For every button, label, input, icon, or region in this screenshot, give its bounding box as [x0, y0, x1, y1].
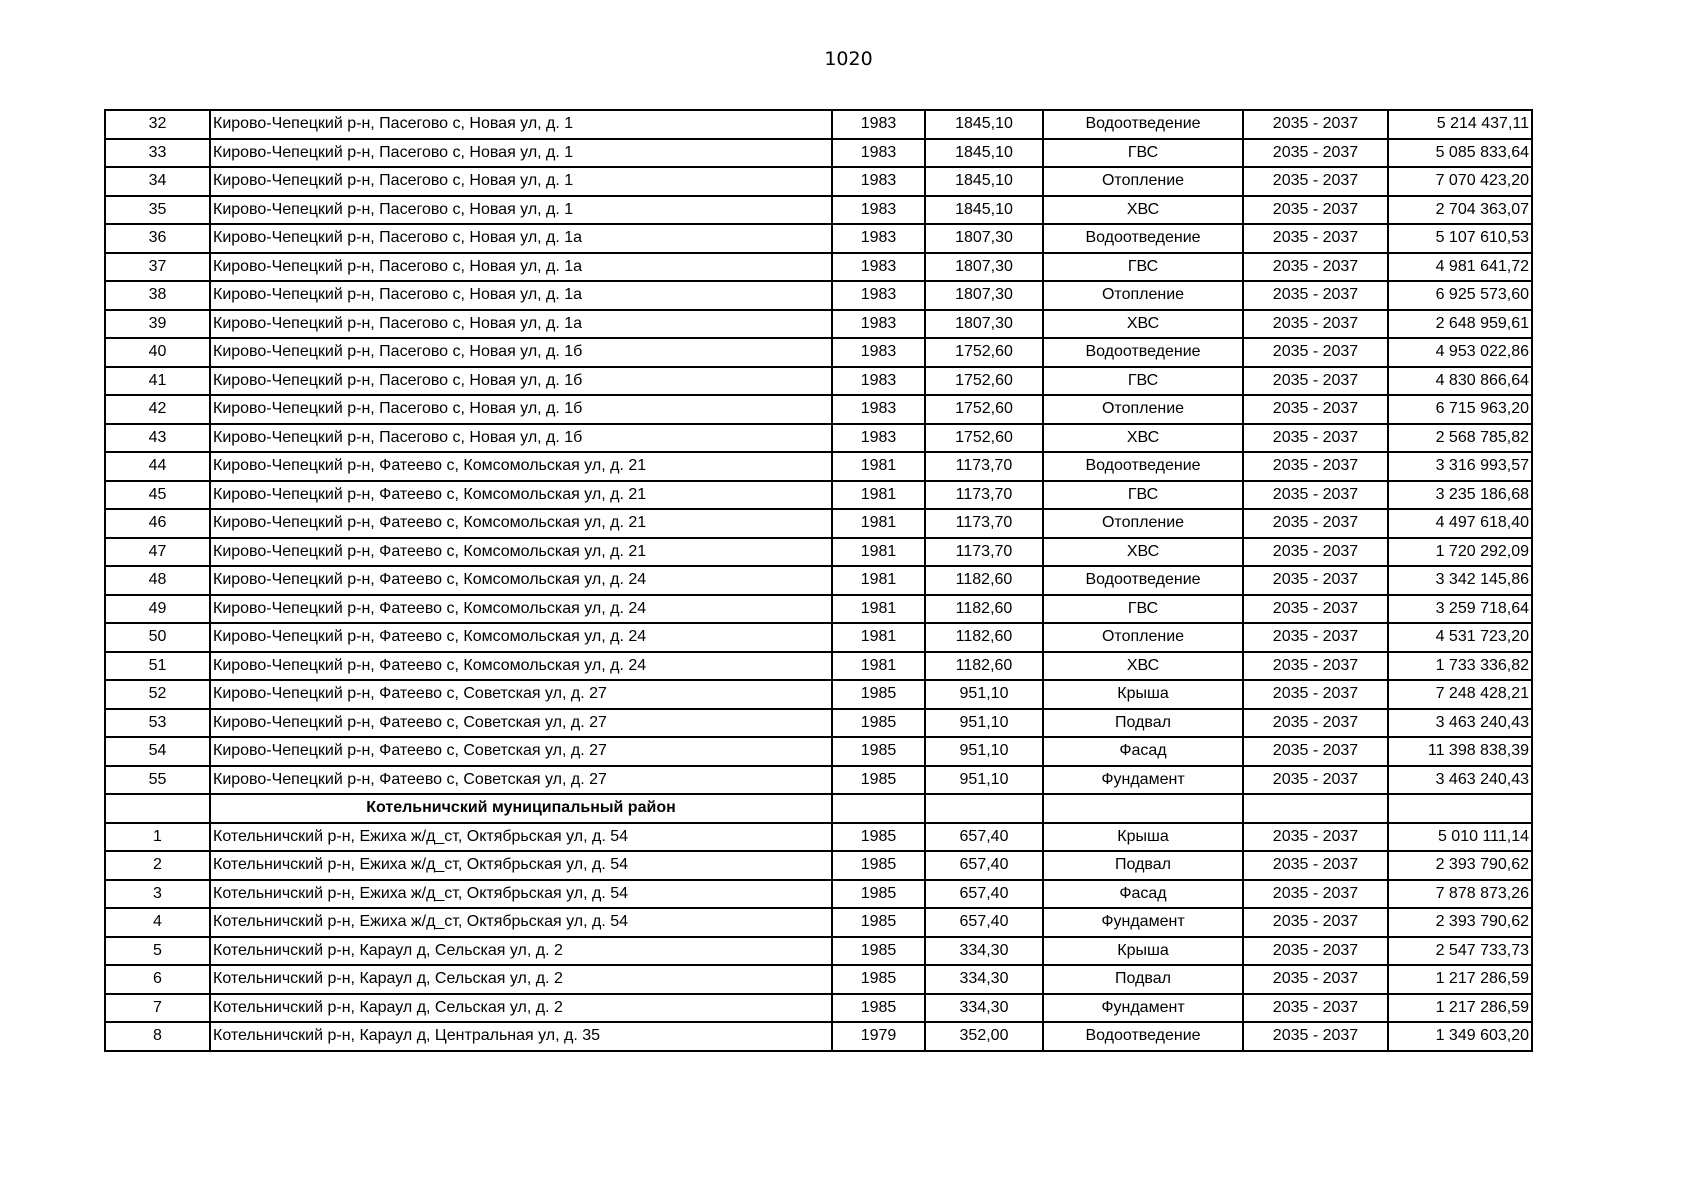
work-type-cell: Водоотведение [1043, 1022, 1243, 1051]
area-cell: 951,10 [925, 709, 1043, 738]
period-cell: 2035 - 2037 [1243, 395, 1388, 424]
row-number-cell: 38 [105, 281, 210, 310]
work-type-cell: Водоотведение [1043, 224, 1243, 253]
period-cell: 2035 - 2037 [1243, 452, 1388, 481]
area-cell: 1173,70 [925, 452, 1043, 481]
cost-cell: 2 648 959,61 [1388, 310, 1532, 339]
cost-cell: 11 398 838,39 [1388, 737, 1532, 766]
cost-cell: 2 393 790,62 [1388, 908, 1532, 937]
row-number-cell: 4 [105, 908, 210, 937]
address-cell: Кирово-Чепецкий р-н, Фатеево с, Советская ул, д. 27 [210, 680, 832, 709]
period-cell: 2035 - 2037 [1243, 880, 1388, 909]
row-number-cell: 47 [105, 538, 210, 567]
work-type-cell: Водоотведение [1043, 110, 1243, 139]
year-built-cell: 1985 [832, 823, 925, 852]
row-number-cell: 44 [105, 452, 210, 481]
period-cell: 2035 - 2037 [1243, 566, 1388, 595]
address-cell: Кирово-Чепецкий р-н, Фатеево с, Комсомольская ул, д. 21 [210, 538, 832, 567]
table-row [105, 1022, 1532, 1051]
year-built-cell: 1983 [832, 424, 925, 453]
cost-cell: 7 248 428,21 [1388, 680, 1532, 709]
period-cell: 2035 - 2037 [1243, 709, 1388, 738]
table-row [105, 538, 1532, 567]
work-type-cell: Отопление [1043, 509, 1243, 538]
area-cell: 334,30 [925, 994, 1043, 1023]
table-row [105, 424, 1532, 453]
row-number-cell: 3 [105, 880, 210, 909]
cost-cell: 3 463 240,43 [1388, 709, 1532, 738]
area-cell: 1752,60 [925, 395, 1043, 424]
area-cell: 1182,60 [925, 623, 1043, 652]
address-cell: Кирово-Чепецкий р-н, Пасегово с, Новая ул, д. 1а [210, 310, 832, 339]
year-built-cell: 1979 [832, 1022, 925, 1051]
table-row [105, 680, 1532, 709]
work-type-cell: Крыша [1043, 823, 1243, 852]
row-number-cell: 43 [105, 424, 210, 453]
address-cell: Кирово-Чепецкий р-н, Пасегово с, Новая ул, д. 1б [210, 338, 832, 367]
address-cell: Кирово-Чепецкий р-н, Пасегово с, Новая ул, д. 1б [210, 367, 832, 396]
year-built-cell: 1983 [832, 196, 925, 225]
cost-cell: 3 235 186,68 [1388, 481, 1532, 510]
table-row [105, 880, 1532, 909]
row-number-cell: 46 [105, 509, 210, 538]
row-number-cell: 37 [105, 253, 210, 282]
cost-cell: 4 953 022,86 [1388, 338, 1532, 367]
work-type-cell: Крыша [1043, 937, 1243, 966]
area-cell: 951,10 [925, 766, 1043, 795]
work-type-cell: ХВС [1043, 196, 1243, 225]
table-row [105, 509, 1532, 538]
year-built-cell: 1981 [832, 595, 925, 624]
area-cell: 1752,60 [925, 424, 1043, 453]
work-type-cell: ГВС [1043, 481, 1243, 510]
work-type-cell: ГВС [1043, 253, 1243, 282]
row-number-cell: 7 [105, 994, 210, 1023]
period-cell: 2035 - 2037 [1243, 509, 1388, 538]
area-cell: 657,40 [925, 851, 1043, 880]
row-number-cell: 2 [105, 851, 210, 880]
table-row [105, 965, 1532, 994]
empty-cell [105, 794, 210, 823]
year-built-cell: 1981 [832, 509, 925, 538]
cost-cell: 4 830 866,64 [1388, 367, 1532, 396]
address-cell: Кирово-Чепецкий р-н, Фатеево с, Советская ул, д. 27 [210, 709, 832, 738]
address-cell: Кирово-Чепецкий р-н, Фатеево с, Советская ул, д. 27 [210, 766, 832, 795]
row-number-cell: 55 [105, 766, 210, 795]
year-built-cell: 1985 [832, 709, 925, 738]
address-cell: Кирово-Чепецкий р-н, Пасегово с, Новая ул, д. 1а [210, 224, 832, 253]
table-row [105, 395, 1532, 424]
period-cell: 2035 - 2037 [1243, 424, 1388, 453]
cost-cell: 7 878 873,26 [1388, 880, 1532, 909]
row-number-cell: 39 [105, 310, 210, 339]
year-built-cell: 1985 [832, 937, 925, 966]
area-cell: 1845,10 [925, 167, 1043, 196]
address-cell: Кирово-Чепецкий р-н, Пасегово с, Новая ул, д. 1 [210, 110, 832, 139]
work-type-cell: ХВС [1043, 652, 1243, 681]
work-type-cell: ГВС [1043, 139, 1243, 168]
period-cell: 2035 - 2037 [1243, 623, 1388, 652]
area-cell: 1845,10 [925, 110, 1043, 139]
cost-cell: 1 217 286,59 [1388, 994, 1532, 1023]
row-number-cell: 33 [105, 139, 210, 168]
work-type-cell: Отопление [1043, 281, 1243, 310]
table-row [105, 253, 1532, 282]
period-cell: 2035 - 2037 [1243, 196, 1388, 225]
year-built-cell: 1983 [832, 395, 925, 424]
work-type-cell: Водоотведение [1043, 338, 1243, 367]
period-cell: 2035 - 2037 [1243, 224, 1388, 253]
address-cell: Кирово-Чепецкий р-н, Фатеево с, Комсомольская ул, д. 24 [210, 652, 832, 681]
address-cell: Кирово-Чепецкий р-н, Пасегово с, Новая ул, д. 1б [210, 395, 832, 424]
address-cell: Котельничский р-н, Ежиха ж/д_ст, Октябрьская ул, д. 54 [210, 823, 832, 852]
table-row [105, 737, 1532, 766]
work-type-cell: Фасад [1043, 737, 1243, 766]
table-row [105, 110, 1532, 139]
cost-cell: 1 733 336,82 [1388, 652, 1532, 681]
year-built-cell: 1985 [832, 737, 925, 766]
area-cell: 951,10 [925, 680, 1043, 709]
work-type-cell: Водоотведение [1043, 566, 1243, 595]
area-cell: 1807,30 [925, 310, 1043, 339]
cost-cell: 1 720 292,09 [1388, 538, 1532, 567]
year-built-cell: 1981 [832, 652, 925, 681]
period-cell: 2035 - 2037 [1243, 937, 1388, 966]
cost-cell: 4 981 641,72 [1388, 253, 1532, 282]
row-number-cell: 34 [105, 167, 210, 196]
year-built-cell: 1985 [832, 766, 925, 795]
table-row [105, 937, 1532, 966]
row-number-cell: 48 [105, 566, 210, 595]
address-cell: Кирово-Чепецкий р-н, Фатеево с, Комсомольская ул, д. 24 [210, 566, 832, 595]
empty-cell [1043, 794, 1243, 823]
year-built-cell: 1983 [832, 139, 925, 168]
work-type-cell: Подвал [1043, 851, 1243, 880]
period-cell: 2035 - 2037 [1243, 908, 1388, 937]
cost-cell: 6 925 573,60 [1388, 281, 1532, 310]
cost-cell: 4 531 723,20 [1388, 623, 1532, 652]
period-cell: 2035 - 2037 [1243, 1022, 1388, 1051]
cost-cell: 5 010 111,14 [1388, 823, 1532, 852]
section-header-row [105, 794, 1532, 823]
year-built-cell: 1985 [832, 680, 925, 709]
work-type-cell: Отопление [1043, 623, 1243, 652]
year-built-cell: 1981 [832, 566, 925, 595]
table-row [105, 623, 1532, 652]
section-title: Котельничский муниципальный район [210, 794, 832, 823]
table-row [105, 196, 1532, 225]
area-cell: 1182,60 [925, 566, 1043, 595]
work-type-cell: Подвал [1043, 965, 1243, 994]
row-number-cell: 42 [105, 395, 210, 424]
table-row [105, 652, 1532, 681]
period-cell: 2035 - 2037 [1243, 281, 1388, 310]
address-cell: Кирово-Чепецкий р-н, Фатеево с, Комсомольская ул, д. 24 [210, 595, 832, 624]
address-cell: Кирово-Чепецкий р-н, Пасегово с, Новая ул, д. 1 [210, 196, 832, 225]
cost-cell: 3 259 718,64 [1388, 595, 1532, 624]
table-row [105, 167, 1532, 196]
year-built-cell: 1985 [832, 994, 925, 1023]
row-number-cell: 1 [105, 823, 210, 852]
period-cell: 2035 - 2037 [1243, 538, 1388, 567]
empty-cell [925, 794, 1043, 823]
area-cell: 1807,30 [925, 224, 1043, 253]
period-cell: 2035 - 2037 [1243, 737, 1388, 766]
address-cell: Котельничский р-н, Ежиха ж/д_ст, Октябрьская ул, д. 54 [210, 908, 832, 937]
year-built-cell: 1981 [832, 538, 925, 567]
year-built-cell: 1983 [832, 281, 925, 310]
area-cell: 1845,10 [925, 196, 1043, 225]
area-cell: 1173,70 [925, 509, 1043, 538]
area-cell: 657,40 [925, 823, 1043, 852]
cost-cell: 1 217 286,59 [1388, 965, 1532, 994]
period-cell: 2035 - 2037 [1243, 851, 1388, 880]
year-built-cell: 1983 [832, 338, 925, 367]
empty-cell [832, 794, 925, 823]
year-built-cell: 1985 [832, 908, 925, 937]
year-built-cell: 1981 [832, 481, 925, 510]
registry-table [104, 109, 1533, 1052]
area-cell: 1752,60 [925, 338, 1043, 367]
cost-cell: 7 070 423,20 [1388, 167, 1532, 196]
year-built-cell: 1983 [832, 253, 925, 282]
cost-cell: 3 463 240,43 [1388, 766, 1532, 795]
row-number-cell: 49 [105, 595, 210, 624]
cost-cell: 2 393 790,62 [1388, 851, 1532, 880]
period-cell: 2035 - 2037 [1243, 680, 1388, 709]
table-row [105, 709, 1532, 738]
row-number-cell: 45 [105, 481, 210, 510]
address-cell: Кирово-Чепецкий р-н, Пасегово с, Новая ул, д. 1б [210, 424, 832, 453]
year-built-cell: 1985 [832, 851, 925, 880]
work-type-cell: ХВС [1043, 538, 1243, 567]
period-cell: 2035 - 2037 [1243, 481, 1388, 510]
year-built-cell: 1983 [832, 224, 925, 253]
work-type-cell: Крыша [1043, 680, 1243, 709]
table-row [105, 595, 1532, 624]
work-type-cell: ГВС [1043, 367, 1243, 396]
period-cell: 2035 - 2037 [1243, 595, 1388, 624]
address-cell: Котельничский р-н, Ежиха ж/д_ст, Октябрьская ул, д. 54 [210, 880, 832, 909]
page-number: 1020 [824, 48, 873, 70]
address-cell: Кирово-Чепецкий р-н, Фатеево с, Советская ул, д. 27 [210, 737, 832, 766]
year-built-cell: 1985 [832, 880, 925, 909]
cost-cell: 2 704 363,07 [1388, 196, 1532, 225]
area-cell: 1845,10 [925, 139, 1043, 168]
row-number-cell: 35 [105, 196, 210, 225]
period-cell: 2035 - 2037 [1243, 766, 1388, 795]
table-row [105, 338, 1532, 367]
work-type-cell: Подвал [1043, 709, 1243, 738]
area-cell: 1182,60 [925, 652, 1043, 681]
row-number-cell: 41 [105, 367, 210, 396]
address-cell: Котельничский р-н, Караул д, Сельская ул, д. 2 [210, 994, 832, 1023]
table-row [105, 994, 1532, 1023]
address-cell: Кирово-Чепецкий р-н, Фатеево с, Комсомольская ул, д. 21 [210, 509, 832, 538]
cost-cell: 1 349 603,20 [1388, 1022, 1532, 1051]
address-cell: Котельничский р-н, Караул д, Сельская ул, д. 2 [210, 937, 832, 966]
address-cell: Котельничский р-н, Караул д, Центральная ул, д. 35 [210, 1022, 832, 1051]
address-cell: Кирово-Чепецкий р-н, Фатеево с, Комсомольская ул, д. 21 [210, 481, 832, 510]
area-cell: 1173,70 [925, 481, 1043, 510]
year-built-cell: 1983 [832, 310, 925, 339]
table-row [105, 310, 1532, 339]
period-cell: 2035 - 2037 [1243, 139, 1388, 168]
work-type-cell: Фундамент [1043, 994, 1243, 1023]
row-number-cell: 53 [105, 709, 210, 738]
area-cell: 1807,30 [925, 253, 1043, 282]
area-cell: 1182,60 [925, 595, 1043, 624]
cost-cell: 3 342 145,86 [1388, 566, 1532, 595]
area-cell: 352,00 [925, 1022, 1043, 1051]
year-built-cell: 1985 [832, 965, 925, 994]
address-cell: Кирово-Чепецкий р-н, Фатеево с, Комсомольская ул, д. 21 [210, 452, 832, 481]
year-built-cell: 1981 [832, 452, 925, 481]
address-cell: Кирово-Чепецкий р-н, Пасегово с, Новая ул, д. 1а [210, 281, 832, 310]
area-cell: 334,30 [925, 965, 1043, 994]
table-row [105, 823, 1532, 852]
period-cell: 2035 - 2037 [1243, 310, 1388, 339]
row-number-cell: 54 [105, 737, 210, 766]
address-cell: Кирово-Чепецкий р-н, Фатеево с, Комсомольская ул, д. 24 [210, 623, 832, 652]
area-cell: 657,40 [925, 880, 1043, 909]
cost-cell: 5 214 437,11 [1388, 110, 1532, 139]
table-row [105, 851, 1532, 880]
row-number-cell: 52 [105, 680, 210, 709]
cost-cell: 2 547 733,73 [1388, 937, 1532, 966]
table-row [105, 566, 1532, 595]
row-number-cell: 36 [105, 224, 210, 253]
cost-cell: 4 497 618,40 [1388, 509, 1532, 538]
period-cell: 2035 - 2037 [1243, 994, 1388, 1023]
row-number-cell: 8 [105, 1022, 210, 1051]
work-type-cell: ХВС [1043, 310, 1243, 339]
cost-cell: 6 715 963,20 [1388, 395, 1532, 424]
period-cell: 2035 - 2037 [1243, 253, 1388, 282]
work-type-cell: ХВС [1043, 424, 1243, 453]
work-type-cell: Фундамент [1043, 908, 1243, 937]
empty-cell [1388, 794, 1532, 823]
period-cell: 2035 - 2037 [1243, 167, 1388, 196]
cost-cell: 5 107 610,53 [1388, 224, 1532, 253]
area-cell: 1752,60 [925, 367, 1043, 396]
registry-table-body [105, 110, 1532, 1051]
period-cell: 2035 - 2037 [1243, 823, 1388, 852]
address-cell: Кирово-Чепецкий р-н, Пасегово с, Новая ул, д. 1 [210, 167, 832, 196]
cost-cell: 3 316 993,57 [1388, 452, 1532, 481]
cost-cell: 2 568 785,82 [1388, 424, 1532, 453]
year-built-cell: 1983 [832, 367, 925, 396]
row-number-cell: 6 [105, 965, 210, 994]
year-built-cell: 1981 [832, 623, 925, 652]
work-type-cell: Отопление [1043, 167, 1243, 196]
area-cell: 951,10 [925, 737, 1043, 766]
row-number-cell: 40 [105, 338, 210, 367]
year-built-cell: 1983 [832, 167, 925, 196]
work-type-cell: Фундамент [1043, 766, 1243, 795]
row-number-cell: 5 [105, 937, 210, 966]
work-type-cell: Отопление [1043, 395, 1243, 424]
table-row [105, 908, 1532, 937]
table-row [105, 139, 1532, 168]
work-type-cell: Фасад [1043, 880, 1243, 909]
year-built-cell: 1983 [832, 110, 925, 139]
row-number-cell: 50 [105, 623, 210, 652]
row-number-cell: 51 [105, 652, 210, 681]
area-cell: 1173,70 [925, 538, 1043, 567]
address-cell: Котельничский р-н, Ежиха ж/д_ст, Октябрьская ул, д. 54 [210, 851, 832, 880]
address-cell: Кирово-Чепецкий р-н, Пасегово с, Новая ул, д. 1 [210, 139, 832, 168]
table-row [105, 224, 1532, 253]
empty-cell [1243, 794, 1388, 823]
work-type-cell: Водоотведение [1043, 452, 1243, 481]
period-cell: 2035 - 2037 [1243, 652, 1388, 681]
table-row [105, 766, 1532, 795]
area-cell: 1807,30 [925, 281, 1043, 310]
area-cell: 334,30 [925, 937, 1043, 966]
cost-cell: 5 085 833,64 [1388, 139, 1532, 168]
table-row [105, 452, 1532, 481]
area-cell: 657,40 [925, 908, 1043, 937]
address-cell: Котельничский р-н, Караул д, Сельская ул, д. 2 [210, 965, 832, 994]
work-type-cell: ГВС [1043, 595, 1243, 624]
table-row [105, 367, 1532, 396]
period-cell: 2035 - 2037 [1243, 965, 1388, 994]
period-cell: 2035 - 2037 [1243, 338, 1388, 367]
table-row [105, 481, 1532, 510]
table-row [105, 281, 1532, 310]
period-cell: 2035 - 2037 [1243, 367, 1388, 396]
period-cell: 2035 - 2037 [1243, 110, 1388, 139]
row-number-cell: 32 [105, 110, 210, 139]
address-cell: Кирово-Чепецкий р-н, Пасегово с, Новая ул, д. 1а [210, 253, 832, 282]
